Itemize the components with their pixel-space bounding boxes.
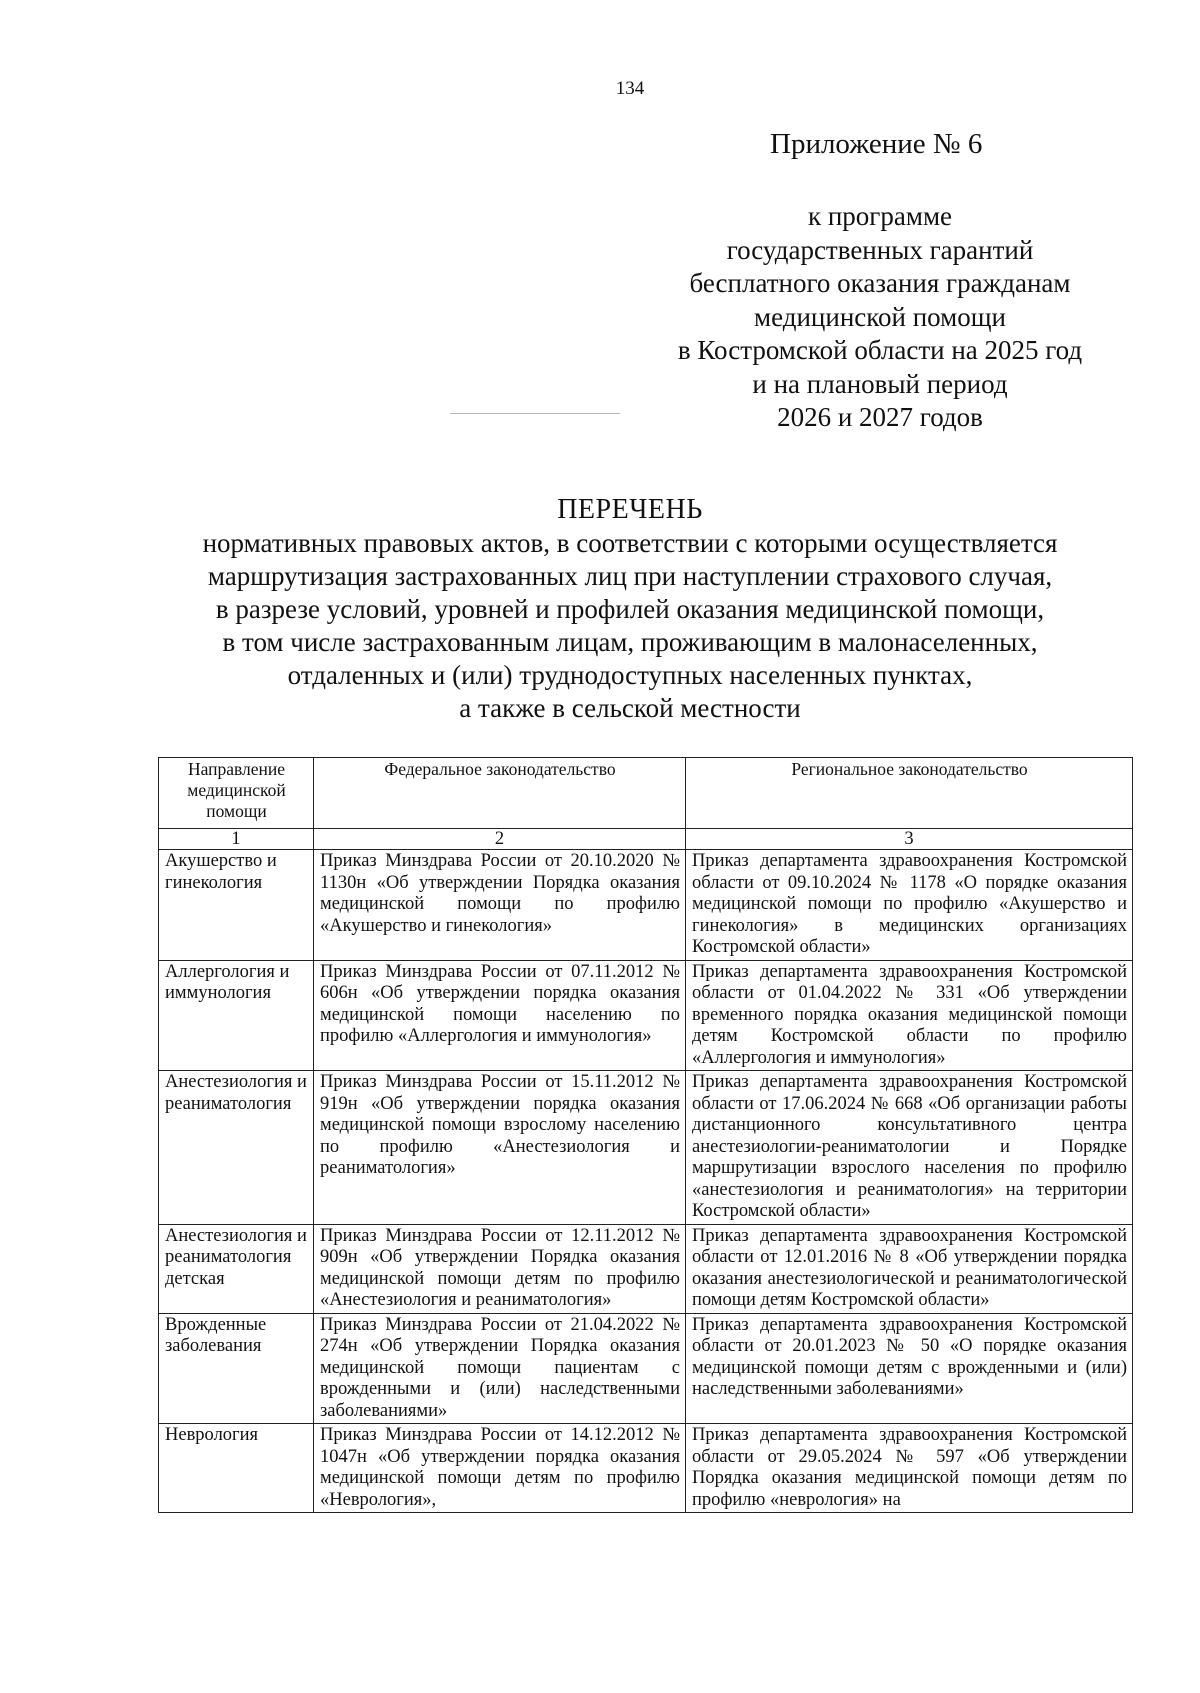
cell-regional: Приказ департамента здравоохранения Костромской области от 01.04.2022 № 331 «Об утверждении временного порядка оказания медицинской помощи детям Костромской области по профилю «Аллергология и иммунология» (686, 960, 1133, 1071)
header-direction: Направление медицинской помощи (159, 758, 314, 829)
cell-federal: Приказ Минздрава России от 14.12.2012 № 1047н «Об утверждении порядка оказания медицинской помощи детям по профилю «Неврология», (314, 1424, 686, 1513)
cell-regional: Приказ департамента здравоохранения Костромской области от 09.10.2024 № 1178 «О порядке оказания медицинской помощи по профилю «Акушерство и гинекология» в медицинских организациях Костромской области» (686, 850, 1133, 961)
cell-direction: Врожденные заболевания (159, 1313, 314, 1424)
cell-regional: Приказ департамента здравоохранения Костромской области от 29.05.2024 № 597 «Об утверждении Порядка оказания медицинской помощи детям по профилю «неврология» на (686, 1424, 1133, 1513)
document-title (120, 493, 1140, 725)
header-regional: Региональное законодательство (686, 758, 1133, 829)
column-number: 3 (686, 829, 1133, 850)
program-line: государственных гарантий (726, 234, 1034, 265)
cell-federal: Приказ Минздрава России от 07.11.2012 № 606н «Об утверждении порядка оказания медицинской помощи населению по профилю «Аллергология и иммунология» (314, 960, 686, 1071)
column-number: 2 (314, 829, 686, 850)
scan-artifact-line (450, 413, 620, 414)
program-line: в Костромской области на 2025 год (677, 335, 1083, 365)
column-number: 1 (159, 829, 314, 850)
cell-federal: Приказ Минздрава России от 20.10.2020 № 1130н «Об утверждении Порядка оказания медицинской помощи по профилю «Акушерство и гинекология» (314, 850, 686, 961)
cell-direction: Акушерство и гинекология (159, 850, 314, 961)
heading: ПЕРЕЧЕНЬ (557, 494, 703, 525)
program-line: и на плановый период (752, 368, 1008, 399)
appendix-title: Приложение № 6 (770, 128, 983, 160)
legal-acts-table (158, 757, 1133, 1513)
program-line: медицинской помощи (754, 301, 1006, 332)
cell-direction: Аллергология и иммунология (159, 960, 314, 1071)
table-row (159, 1071, 1133, 1225)
cell-direction: Анестезиология и реаниматология детская (159, 1224, 314, 1313)
subtitle-line: в том числе застрахованным лицам, проживающим в малонаселенных, (222, 627, 1038, 657)
program-reference (600, 200, 1160, 435)
cell-direction: Неврология (159, 1424, 314, 1513)
page-number: 134 (615, 78, 645, 99)
subtitle-line: в разрезе условий, уровней и профилей оказания медицинской помощи, (215, 594, 1045, 624)
table-row (159, 1313, 1133, 1424)
column-number-row (159, 829, 1133, 850)
cell-federal: Приказ Минздрава России от 12.11.2012 № 909н «Об утверждении Порядка оказания медицинской помощи детям по профилю «Анестезиология и реаниматология» (314, 1224, 686, 1313)
program-line: бесплатного оказания гражданам (689, 268, 1071, 298)
cell-federal: Приказ Минздрава России от 15.11.2012 № 919н «Об утверждении порядка оказания медицинской помощи взрослому населению по профилю «Анестезиология и реаниматология» (314, 1071, 686, 1225)
program-line: к программе (807, 201, 953, 231)
program-line: 2026 и 2027 годов (777, 402, 983, 432)
table-row (159, 960, 1133, 1071)
cell-regional: Приказ департамента здравоохранения Костромской области от 20.01.2023 № 50 «О порядке оказания медицинской помощи детям с врожденными и (или) наследственными заболеваниями» (686, 1313, 1133, 1424)
table-row (159, 1424, 1133, 1513)
header-federal: Федеральное законодательство (314, 758, 686, 829)
subtitle-line: отдаленных и (или) труднодоступных населенных пунктах, (287, 660, 973, 690)
subtitle-line: нормативных правовых актов, в соответствии с которыми осуществляется (202, 528, 1058, 558)
table-row (159, 850, 1133, 961)
table-row (159, 1224, 1133, 1313)
subtitle-line: а также в сельской местности (459, 693, 801, 723)
cell-regional: Приказ департамента здравоохранения Костромской области от 17.06.2024 № 668 «Об организации работы дистанционного консультативного центра анестезиологии-реаниматологии и Порядке маршрутизации взрослого населения по профилю «анестезиология и реаниматология» на территории Костромской области» (686, 1071, 1133, 1225)
subtitle-line: маршрутизация застрахованных лиц при наступлении страхового случая, (207, 561, 1053, 591)
cell-direction: Анестезиология и реаниматология (159, 1071, 314, 1225)
table-header-row (159, 758, 1133, 829)
cell-federal: Приказ Минздрава России от 21.04.2022 № 274н «Об утверждении Порядка оказания медицинской помощи пациентам с врожденными и (или) наследственными заболеваниями» (314, 1313, 686, 1424)
cell-regional: Приказ департамента здравоохранения Костромской области от 12.01.2016 № 8 «Об утверждении порядка оказания анестезиологической и реаниматологической помощи детям Костромской области» (686, 1224, 1133, 1313)
